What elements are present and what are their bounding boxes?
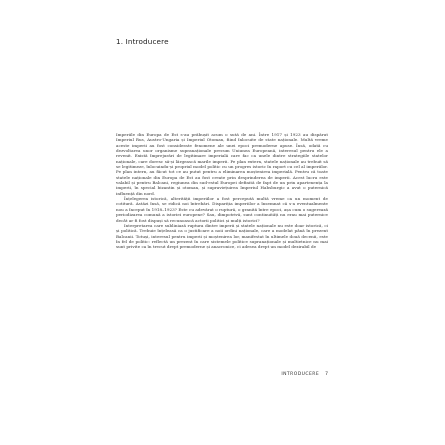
paragraph-3: Interpretarea care subliniază ruptura dintre imperii și statele naționale nu este doar istorică, ci și politică. Trebuie înțeleasă ca o justificare a noii ordini naționale, care a modelat până în prezent Balcanii. Totuși, interesul pentru imperii și moștenirea lor, manifestat în ultimele două decenii, este în fel de politic: reflectă un prezent în care sistemele politice supranaționale și multietnice nu mai sunt privite ca în trecut drept premoderne și anacronice, ci adesea drept un model dezirabil de [116,222,328,250]
running-title: INTRODUCERE [281,372,320,377]
page-number: 7 [325,372,328,377]
body-text [116,132,328,250]
paragraph-2: Înțelegerea istorică, alterității imperiilor a fost percepută multă vreme ca un moment de cotitură. Astăzi însă, se ridică noi întrebări. Dispariția imperiilor a însemnat că s-a eventualmente nou a început în 1918–1923? Este cu adevărat o ruptură, o granită între epoci, așa cum o sugerează periodizarea comună a istoriei europene? Sau, dimpotrivă, sunt continuități nu erau mai puternice decât ar fi fost dispuși să recunoască actorii politici și mulți istorici? [116,196,328,223]
paragraph-1: Imperiile din Europa de Est s-au prăbușit acum o sută de ani. Între 1917 și 1923 au dispărut Imperiul Rus, Austro-Ungaria și Imperiul Otoman, fiind înlocuite de state naționale. Multă vreme aceste imperii au fost considerate fenomene ale unei epoci premoderne apuse. Însă, odată cu dezvoltarea unor organisme supranaționale precum Uniunea Europeană, interesul pentru ele a revenit. Există împrejurări de legitimare imperială care fac ca unele dintre strategiile statelor naționale, care doresc să-și lărgească marile imperii. Pe plan extern, statele naționale au trebuit să se legitimeze, înlocuindu-și propriul model politic cu un progres istoric în raport cu cel al imperiilor. Pe plan intern, au făcut tot ce au putut pentru a eliminarea moștenirea imperială. Pentru că toate statele naționale din Europa de Est au fost create prin desprinderea de imperii. Acest lucru este valabil și pentru Balcani, regiunea din sud-estul Europei definită de fapt de un prin apartenența la imperii, în special bizantin și otoman, și supraviețuirea Imperiul Habsburgic a avut o puternică influență din nord. [116,132,328,196]
page-footer [270,372,328,377]
chapter-title: 1. Introducere [116,37,169,46]
